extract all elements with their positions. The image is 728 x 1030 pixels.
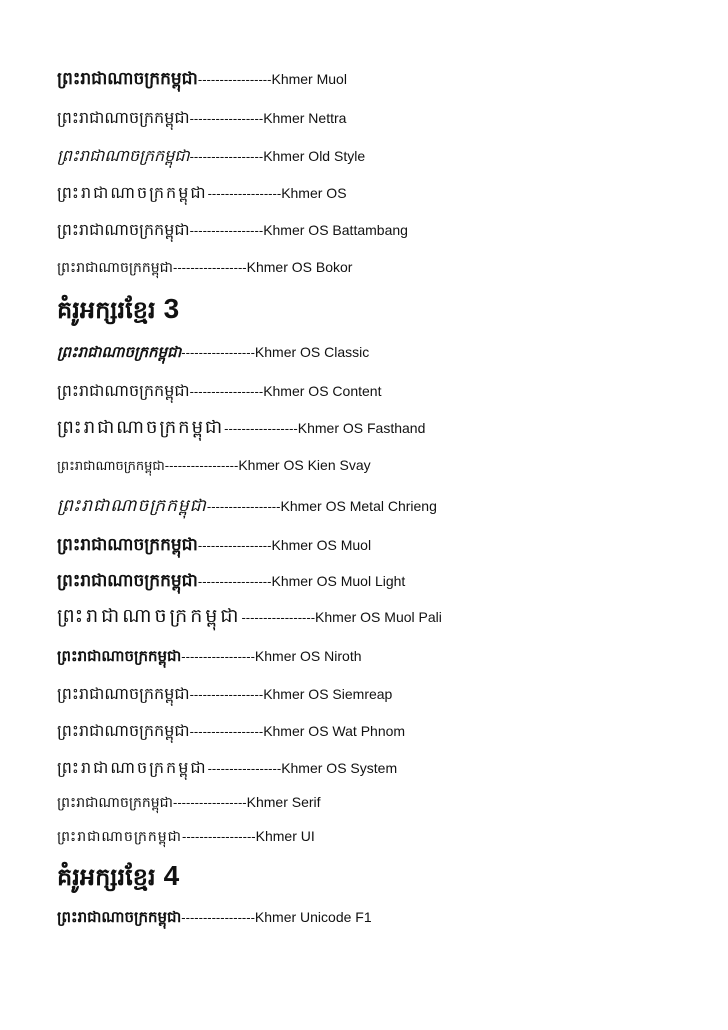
separator-dashes: ----------------- (224, 421, 298, 436)
font-sample-line (57, 415, 425, 442)
khmer-sample-text: ព្រះរាជាណាចក្រកម្ពុជា (57, 758, 208, 777)
section-heading (57, 293, 179, 330)
font-name-label: Khmer OS Wat Phnom (263, 723, 406, 739)
font-name-label: Khmer Nettra (263, 110, 347, 126)
khmer-sample-text: ព្រះរាជាណាចក្រកម្ពុជា (57, 183, 208, 202)
khmer-sample-text: ព្រះរាជាណាចក្រកម្ពុជា (57, 721, 190, 740)
font-sample-line (57, 258, 352, 279)
font-name-label: Khmer OS Battambang (263, 222, 408, 238)
font-sample-line (57, 107, 346, 131)
separator-dashes: ----------------- (197, 72, 272, 87)
separator-dashes: ----------------- (164, 458, 239, 473)
separator-dashes: ----------------- (181, 345, 255, 360)
font-name-label: Khmer UI (255, 828, 315, 844)
separator-dashes: ----------------- (189, 687, 264, 702)
khmer-sample-text: ព្រះរាជាណាចក្រកម្ពុជា (57, 535, 198, 555)
font-sample-line (57, 827, 315, 848)
font-sample-line (57, 343, 369, 365)
font-name-label: Khmer Unicode F1 (254, 909, 372, 925)
heading-text: គំរូអក្សរខ្មែរ (57, 863, 156, 891)
separator-dashes: ----------------- (189, 724, 264, 739)
section-heading (57, 860, 179, 897)
separator-dashes: ----------------- (197, 574, 272, 589)
font-sample-line (57, 908, 372, 930)
separator-dashes: ----------------- (189, 111, 264, 126)
font-sample-line (57, 757, 397, 781)
khmer-sample-text: ព្រះរាជាណាចក្រកម្ពុជា (57, 108, 190, 127)
khmer-sample-text: ព្រះរាជាណាចក្រកម្ពុជា (57, 908, 182, 926)
separator-dashes: ----------------- (206, 499, 281, 514)
separator-dashes: ----------------- (182, 829, 256, 844)
font-name-label: Khmer OS Content (263, 383, 382, 399)
font-name-label: Khmer OS Muol (271, 537, 372, 553)
font-name-label: Khmer OS Siemreap (263, 686, 393, 702)
separator-dashes: ----------------- (197, 538, 272, 553)
font-sample-line (57, 145, 365, 169)
font-sample-line (57, 570, 405, 595)
separator-dashes: ----------------- (181, 649, 255, 664)
khmer-sample-text: ព្រះរាជាណាចក្រកម្ពុជា (57, 459, 165, 474)
font-sample-line (57, 380, 381, 404)
khmer-sample-text: ព្រះរាជាណាចក្រកម្ពុជា (57, 571, 198, 591)
khmer-sample-text: ព្រះរាជាណាចក្រកម្ពុជា (57, 829, 183, 845)
font-name-label: Khmer OS Classic (254, 344, 370, 360)
font-name-label: Khmer OS Niroth (254, 648, 362, 664)
heading-number: 3 (163, 293, 180, 324)
font-sample-line (57, 495, 437, 520)
font-sample-line (57, 793, 321, 814)
khmer-sample-text: ព្រះរាជាណាចក្រកម្ពុជា (57, 605, 242, 627)
khmer-sample-text: ព្រះរាជាណាចក្រកម្ពុជា (57, 647, 182, 665)
heading-number: 4 (163, 860, 180, 891)
font-name-label: Khmer OS Metal Chrieng (280, 498, 437, 514)
font-sample-line (57, 534, 371, 559)
font-name-label: Khmer OS Kien Svay (238, 457, 371, 473)
font-sample-line (57, 182, 347, 206)
font-sample-line (57, 68, 347, 93)
separator-dashes: ----------------- (181, 910, 255, 925)
font-name-label: Khmer Serif (246, 794, 321, 810)
font-name-label: Khmer OS (281, 185, 347, 201)
khmer-sample-text: ព្រះរាជាណាចក្រកម្ពុជា (57, 795, 174, 811)
khmer-sample-text: ព្រះរាជាណាចក្រកម្ពុជា (57, 343, 182, 361)
font-name-label: Khmer OS System (281, 760, 398, 776)
separator-dashes: ----------------- (173, 795, 247, 810)
separator-dashes: ----------------- (173, 260, 247, 275)
khmer-sample-text: ព្រះរាជាណាចក្រកម្ពុជា (57, 146, 190, 165)
heading-text: គំរូអក្សរខ្មែរ (57, 296, 156, 324)
font-sample-line (57, 219, 408, 243)
khmer-sample-text: ព្រះរាជាណាចក្រកម្ពុជា (57, 69, 198, 89)
font-name-label: Khmer OS Muol Light (271, 573, 406, 589)
font-sample-line (57, 720, 405, 744)
separator-dashes: ----------------- (189, 223, 264, 238)
font-name-label: Khmer OS Fasthand (297, 420, 426, 436)
khmer-sample-text: ព្រះរាជាណាចក្រកម្ពុជា (57, 496, 207, 516)
separator-dashes: ----------------- (189, 384, 264, 399)
khmer-sample-text: ព្រះរាជាណាចក្រកម្ពុជា (57, 381, 190, 400)
font-name-label: Khmer Old Style (263, 148, 366, 164)
separator-dashes: ----------------- (207, 186, 282, 201)
separator-dashes: ----------------- (189, 149, 264, 164)
khmer-sample-text: ព្រះរាជាណាចក្រកម្ពុជា (57, 220, 190, 239)
separator-dashes: ----------------- (241, 610, 316, 625)
font-name-label: Khmer OS Muol Pali (315, 609, 442, 625)
khmer-sample-text: ព្រះរាជាណាចក្រកម្ពុជា (57, 684, 190, 703)
khmer-sample-text: ព្រះរាជាណាចក្រកម្ពុជា (57, 260, 174, 276)
khmer-sample-text: ព្រះរាជាណាចក្រកម្ពុជា (57, 417, 225, 438)
font-sample-line (57, 683, 392, 707)
font-sample-line (57, 604, 442, 632)
separator-dashes: ----------------- (207, 761, 282, 776)
font-sample-line (57, 647, 362, 669)
font-sample-line (57, 457, 371, 477)
font-name-label: Khmer Muol (271, 71, 347, 87)
font-name-label: Khmer OS Bokor (246, 259, 353, 275)
